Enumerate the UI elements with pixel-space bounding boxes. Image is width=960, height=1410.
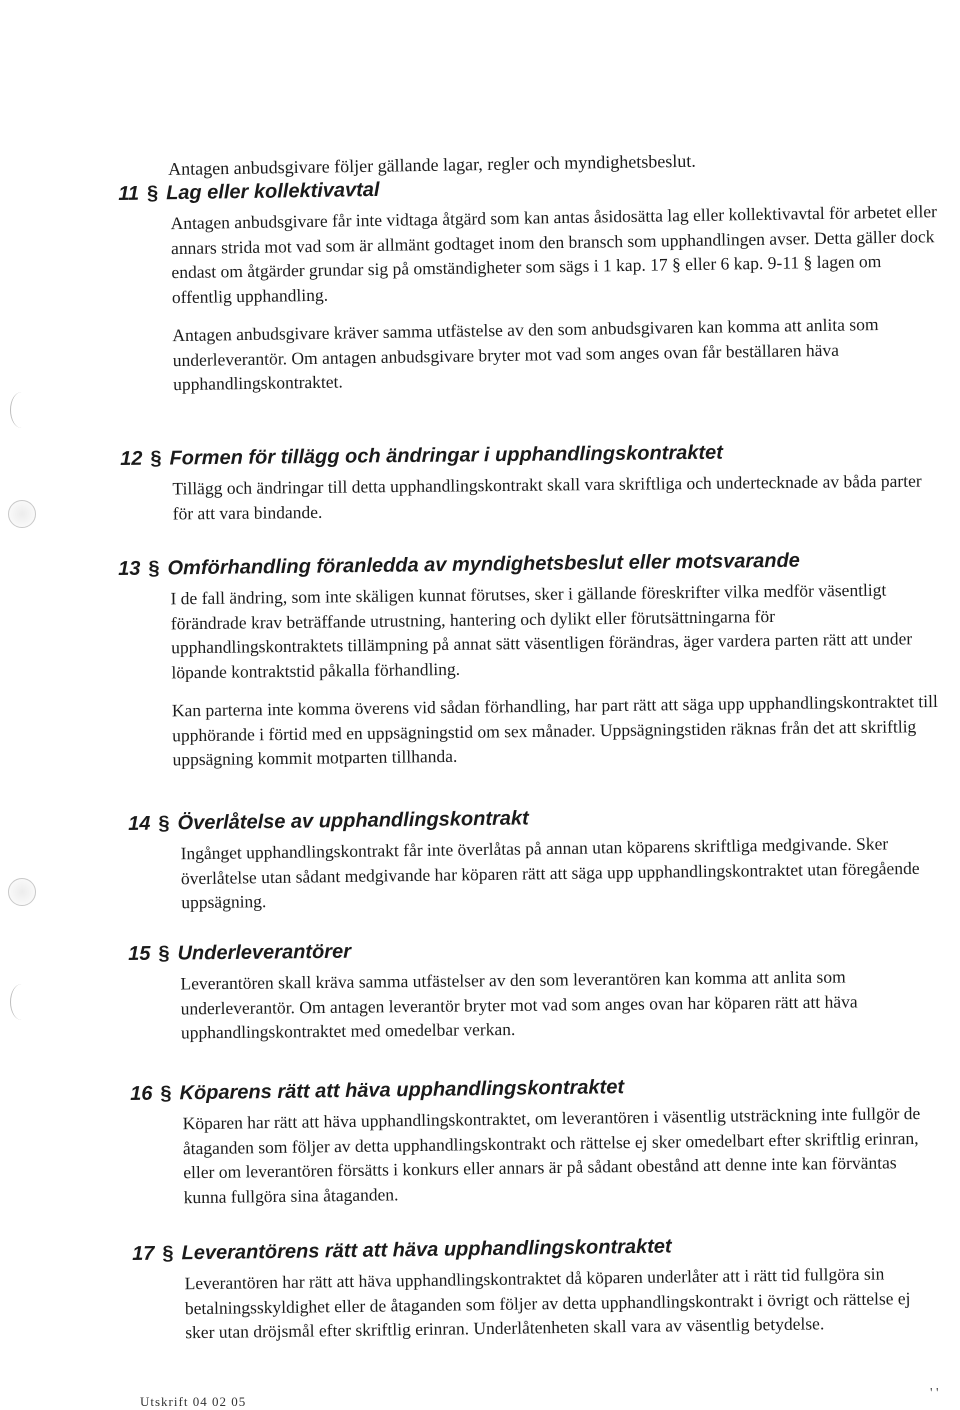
section-symbol: § bbox=[150, 447, 162, 470]
section-symbol: § bbox=[148, 557, 160, 580]
section-paragraph: Leverantören har rätt att häva upphandlingskontraktet då köparen underlåter att i rätt tid fullgöra sin betalningsskyldighet eller de åtaganden som följer av detta upphandlingskontrakt i övrigt och rättelse ej sker utan dröjsmål efter skriftlig erinran. Underlåtenheten skall vara av väsentlig betydelse. bbox=[184, 1263, 911, 1343]
section-title: Omförhandling föranledda av myndighetsbeslut eller motsvarande bbox=[167, 549, 800, 580]
section-symbol: § bbox=[162, 1242, 174, 1265]
section-paragraph: Tillägg och ändringar till detta upphandlingskontrakt skall vara skriftliga och undertecknade av båda parter för att vara bindande. bbox=[172, 470, 922, 523]
section-16 bbox=[130, 1069, 940, 1210]
section-symbol: § bbox=[146, 182, 159, 205]
section-13 bbox=[118, 545, 941, 773]
section-paragraph: Ingånget upphandlingskontrakt får inte överlåtas på annan utan köparens skriftliga medgivande. Sker överlåtelse utan sådant medgivande har köparen rätt att säga upp upphandlingskontraktet utan föregående uppsägning. bbox=[180, 833, 920, 913]
footer-print-code: Utskrift 04 02 05 bbox=[140, 1394, 247, 1409]
section-paragraph: Köparen har rätt att häva upphandlingskontraktet, om leverantören i väsentlig utsträckning inte fullgör de åtaganden som följer av detta upphandlingskontrakt och rättelse ej sker omedelbart efter skriftlig erinran, eller om leverantören försätts i konkurs eller annars är på sådant obestånd att denne inte kan förväntas kunna fullgöra sina åtaganden. bbox=[182, 1102, 921, 1207]
footer-marks: ' ' bbox=[930, 1386, 939, 1401]
section-12 bbox=[120, 436, 933, 525]
scan-margin-arc bbox=[10, 984, 33, 1020]
section-paragraph: Antagen anbudsgivare kräver samma utfästelse av den som anbudsgivaren kan komma att anlita som underleverantör. Om antagen anbudsgivare bryter mot vad som anges ovan får beställaren häva upphandlingskontraktet. bbox=[172, 314, 879, 395]
section-title: Överlåtelse av upphandlingskontrakt bbox=[177, 807, 529, 835]
section-number: 17 bbox=[132, 1242, 155, 1265]
scan-margin-arc bbox=[10, 392, 33, 428]
section-14 bbox=[128, 799, 939, 916]
section-heading bbox=[118, 545, 938, 583]
section-number: 13 bbox=[118, 557, 141, 580]
punch-hole bbox=[8, 878, 36, 906]
section-number: 14 bbox=[128, 812, 151, 835]
section-heading bbox=[128, 932, 934, 968]
section-paragraph: Leverantören skall kräva samma utfästelser av den som leverantören kan komma att anlita som underleverantör. Om antagen leverantör bryter mot vad som anges ovan har köparen rätt att häva upphandlingskontraktet med omedelbar verkan. bbox=[180, 966, 858, 1043]
intro-paragraph: Antagen anbudsgivare följer gällande lagar, regler och myndighetsbeslut. bbox=[168, 150, 696, 179]
section-heading bbox=[120, 436, 932, 473]
section-title: Lag eller kollektivavtal bbox=[165, 178, 380, 205]
punch-hole bbox=[8, 500, 36, 528]
section-symbol: § bbox=[160, 1082, 172, 1105]
section-number: 15 bbox=[128, 942, 151, 965]
section-paragraph: Kan parterna inte komma överens vid sådan förhandling, har part rätt att säga upp upphandlingskontraktet till upphörande i förtid med en uppsägningstid om sex månader. Uppsägningstiden räknas från det att skriftlig uppsägning kommit motparten tillhanda. bbox=[171, 690, 938, 770]
section-number: 16 bbox=[130, 1082, 153, 1105]
section-symbol: § bbox=[158, 812, 170, 835]
section-title: Formen för tillägg och ändringar i upphandlingskontraktet bbox=[169, 441, 723, 470]
section-15 bbox=[128, 932, 935, 1046]
section-symbol: § bbox=[158, 942, 170, 965]
section-17 bbox=[132, 1229, 939, 1346]
section-11 bbox=[118, 167, 943, 397]
section-paragraph: Antagen anbudsgivare får inte vidtaga åtgärd som kan antas åsidosätta lag eller kollektivavtal för arbetet eller annars strida mot vad som är allmänt godtaget inom den bransch som upphandlingen avser. Detta gäller dock endast om åtgärder grundar sig på omständigheter som sägs i 1 kap. 17 § eller 6 kap. 9-11 § lagen om offentlig upphandling. bbox=[170, 201, 938, 307]
section-title: Köparens rätt att häva upphandlingskontraktet bbox=[179, 1076, 625, 1105]
section-number: 11 bbox=[118, 182, 140, 205]
section-title: Underleverantörer bbox=[177, 940, 352, 965]
section-title: Leverantörens rätt att häva upphandlingskontraktet bbox=[181, 1235, 672, 1265]
section-number: 12 bbox=[120, 447, 143, 470]
section-paragraph: I de fall ändring, som inte skäligen kunnat förutses, sker i gällande föreskrifter vilka medför väsentligt förändrade krav beträffande utrustning, hantering och dylikt eller förutsättningarna för upphandlingskontraktets tillämpning på annat sätt väsentligen förändras, äger vardera parten rätt att under löpande kontraktstid påkalla förhandling. bbox=[170, 579, 913, 682]
